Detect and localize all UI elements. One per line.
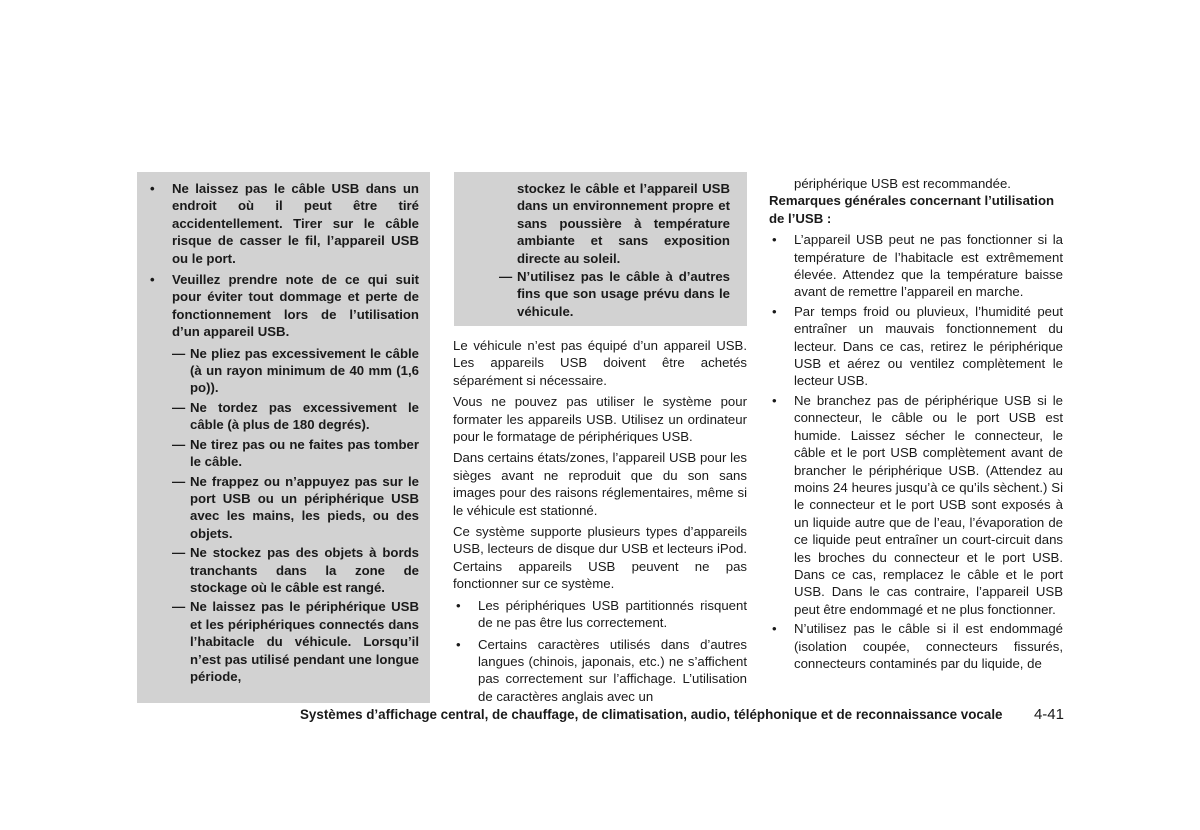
body-bullet: • Certains caractères utilisés dans d’autres langues (chinois, japonais, etc.) ne s’affichent pas correctement sur l’affichage. L’utilisation de caractères anglais avec un	[453, 636, 747, 706]
warning-dash-item: — Ne tordez pas excessivement le câble (à plus de 180 degrés).	[147, 399, 419, 434]
body-bullet: • Les périphériques USB partitionnés risquent de ne pas être lus correctement.	[453, 597, 747, 632]
warning-dash-item: — Ne pliez pas excessivement le câble (à un rayon minimum de 40 mm (1,6 po)).	[147, 345, 419, 397]
body-paragraph: Le véhicule n’est pas équipé d’un appareil USB. Les appareils USB doivent être achetés séparément si nécessaire.	[453, 338, 747, 388]
warning-continuation: stockez le câble et l’appareil USB dans un environnement propre et sans poussière à température ambiante et sans exposition directe au soleil.	[517, 181, 730, 266]
remarks-bullet: • N’utilisez pas le câble si il est endommagé (isolation coupée, connecteurs fissurés, connecteurs contaminés par du liquide, de	[769, 620, 1063, 672]
remarks-bullet: • Ne branchez pas de périphérique USB si le connecteur, le câble ou le port USB est humide. Laissez sécher le connecteur, le câble et le port USB complètement avant de brancher le périphérique USB. (Attendez au moins 24 heures jusqu’à ce qu’ils sèchent.) Si le connecteur et le port USB sont exposés à un liquide autre que de l’eau, l’évaporation de ce liquide peut entraîner un court-circuit dans les broches du connecteur et le port USB. Dans ce cas, remplacez le câble et le port USB. Dans le cas contraire, l’appareil USB peut être endommagé et ne plus fonctionner.	[769, 392, 1063, 618]
body-paragraph: Ce système supporte plusieurs types d’appareils USB, lecteurs de disque dur USB et lecteurs iPod. Certains appareils USB peuvent ne pas fonctionner sur ce système.	[453, 524, 747, 592]
body-column-right	[769, 175, 1063, 674]
warning-bullet: • Veuillez prendre note de ce qui suit pour éviter tout dommage et perte de fonctionnement lors de l’utilisation d’un appareil USB.	[147, 271, 419, 341]
warning-box-continued	[454, 172, 747, 326]
remarks-bullet: • L’appareil USB peut ne pas fonctionner si la température de l’habitacle est extrêmement élevée. Attendez que la température baisse avant de remettre l’appareil en marche.	[769, 231, 1063, 301]
warning-dash-list-continued	[466, 268, 730, 320]
continuation-line: périphérique USB est recommandée.	[794, 176, 1011, 191]
warning-box-left	[137, 172, 430, 703]
body-column-middle	[453, 337, 747, 709]
warning-bullet: • Ne laissez pas le câble USB dans un endroit où il peut être tiré accidentellement. Tirer sur le câble risque de casser le fil, l’appareil USB ou le port.	[147, 180, 419, 267]
remarks-bullet-list	[769, 231, 1063, 672]
warning-dash-item: — Ne tirez pas ou ne faites pas tomber le câble.	[147, 436, 419, 471]
warning-dash-item: — N’utilisez pas le câble à d’autres fins que son usage prévu dans le véhicule.	[466, 268, 730, 320]
warning-dash-item: — Ne laissez pas le périphérique USB et les périphériques connectés dans l’habitacle du véhicule. Lorsqu’il n’est pas utilisé pendant une longue période,	[147, 598, 419, 685]
section-heading: Remarques générales concernant l’utilisation de l’USB :	[769, 193, 1055, 226]
body-bullet-list	[453, 597, 747, 705]
body-paragraph: Vous ne pouvez pas utiliser le système pour formater les appareils USB. Utilisez un ordinateur pour le formatage de périphériques USB.	[453, 394, 747, 445]
body-paragraph: Dans certains états/zones, l’appareil USB pour les sièges avant ne reproduit que du son sans images pour des raisons réglementaires, même si le véhicule est stationné.	[453, 450, 747, 518]
page-footer	[300, 705, 1064, 724]
page-number: 4-41	[1033, 706, 1064, 723]
warning-dash-list	[147, 345, 419, 686]
warning-dash-item: — Ne stockez pas des objets à bords tranchants dans la zone de stockage où le câble est rangé.	[147, 544, 419, 596]
remarks-bullet: • Par temps froid ou pluvieux, l’humidité peut entraîner un mauvais fonctionnement du lecteur. Dans ce cas, retirez le périphérique USB et aérez ou ventilez complètement le lecteur USB.	[769, 303, 1063, 390]
warning-bullet-list	[147, 180, 419, 341]
chapter-title: Systèmes d’affichage central, de chauffage, de climatisation, audio, téléphonique et de reconnaissance vocale	[300, 707, 1003, 722]
warning-dash-item: — Ne frappez ou n’appuyez pas sur le port USB ou un périphérique USB avec les mains, les pieds, ou des objets.	[147, 473, 419, 543]
